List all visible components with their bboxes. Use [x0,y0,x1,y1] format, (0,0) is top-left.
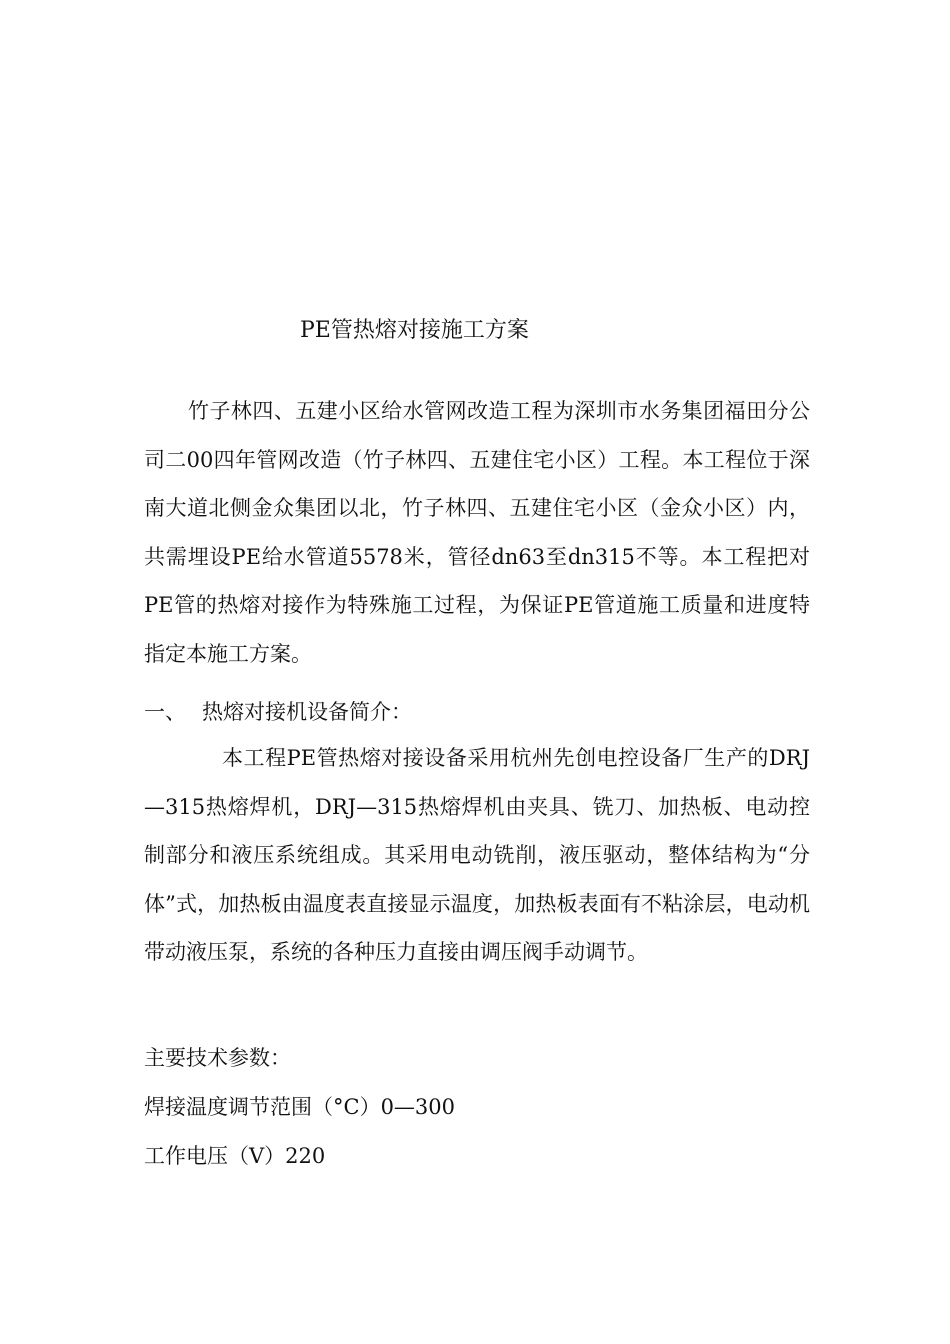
equipment-paragraph: 本工程PE管热熔对接设备采用杭州先创电控设备厂生产的DRJ—315热熔焊机，DRJ—315热熔焊机由夹具、铣刀、加热板、电动控制部分和液压系统组成。其采用电动铣削，液压驱动，整体结构为“分体”式，加热板由温度表直接显示温度，加热板表面有不粘涂层，电动机带动液压泵，系统的各种压力直接由调压阀手动调节。 [144,746,810,964]
param-item: 工作电压（V）220 [144,1144,326,1168]
intro-paragraph: 竹子林四、五建小区给水管网改造工程为深圳市水务集团福田分公司二00四年管网改造（竹子林四、五建住宅小区）工程。本工程位于深南大道北侧金众集团以北，竹子林四、五建住宅小区（金众小区）内，共需埋设PE给水管道5578米，管径dn63至dn315不等。本工程把对PE管的热熔对接作为特殊施工过程，为保证PE管道施工质量和进度特指定本施工方案。 [144,399,810,666]
params-heading: 主要技术参数： [144,1046,291,1070]
document-title: PE管热熔对接施工方案 [300,318,529,343]
param-item: 焊接温度调节范围（°C）0—300 [144,1095,456,1119]
section-heading-text: 热熔对接机设备简介： [202,700,412,724]
section-heading [144,688,412,736]
section-number: 一、 [144,700,186,724]
